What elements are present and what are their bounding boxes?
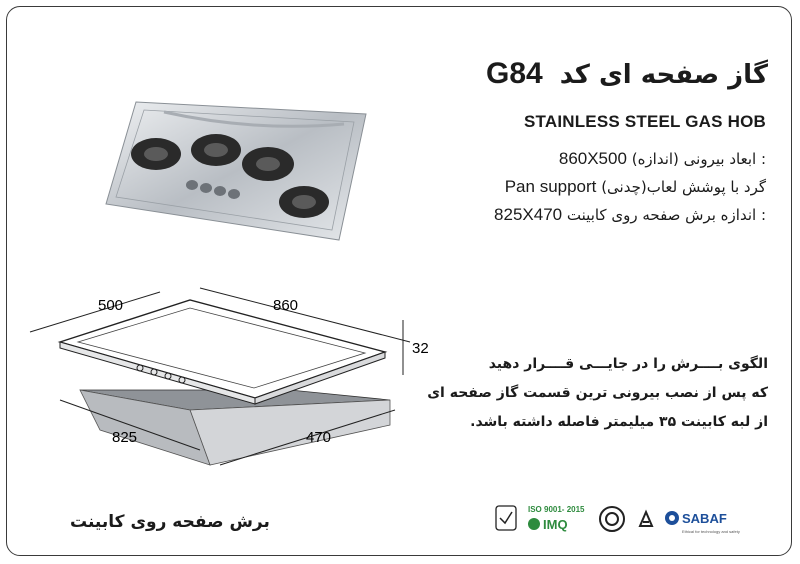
dim-width: 860: [273, 297, 299, 314]
certification-logos: [494, 498, 744, 538]
svg-text:ISO 9001- 2015: ISO 9001- 2015: [528, 505, 585, 514]
burner-1: [131, 138, 181, 170]
svg-text:Ethical for technology and saf: Ethical for technology and safety: [682, 529, 740, 534]
dim-cut-width: 825: [112, 429, 138, 446]
spec-value: 825X470: [494, 205, 563, 224]
spec-outer-size: [559, 149, 766, 169]
iso-imq-logo: [528, 505, 585, 532]
dim-depth: 500: [98, 297, 124, 314]
note-line-3: از لبه کابینت ۳۵ میلیمتر فاصله داشته باشد.: [470, 414, 768, 430]
hob-photo: [104, 92, 369, 242]
dim-cut-depth: 470: [306, 429, 332, 446]
burner-2: [191, 134, 241, 166]
svg-text:SABAF: SABAF: [682, 511, 727, 526]
svg-text:IMQ: IMQ: [543, 517, 568, 532]
spec-label: (چدنی)گرد با پوشش لعاب: [601, 178, 766, 196]
product-title: [486, 57, 768, 91]
burner-4: [279, 186, 329, 218]
ce-mark-icon: [600, 507, 624, 531]
product-subtitle: STAINLESS STEEL GAS HOB: [523, 112, 766, 131]
spec-label: ابعاد بیرونی (اندازه) :: [631, 150, 766, 168]
spec-label: اندازه برش صفحه روی کابینت :: [566, 206, 766, 224]
dimension-drawing: [20, 280, 440, 480]
spec-value: 860X500: [558, 149, 627, 168]
note-line-1: الگوی بــــرش را در جایـــی قــــرار دهید: [488, 356, 768, 372]
spec-cutout-size: [494, 205, 766, 225]
title-persian: گاز صفحه ای کد: [559, 60, 768, 90]
note-line-2: که پس از نصب بیرونی ترین قسمت گاز صفحه ای: [427, 385, 768, 401]
model-code: G84: [485, 57, 543, 90]
sabaf-logo: [665, 511, 740, 534]
recycle-icon: [640, 512, 652, 526]
spec-value: Pan support: [504, 177, 597, 196]
burner-3: [242, 147, 294, 181]
cutout-caption: برش صفحه روی کابینت: [70, 512, 270, 532]
hands-certificate-icon: [496, 506, 516, 530]
spec-pan-support: [505, 177, 766, 197]
dim-height: 32: [412, 340, 429, 357]
